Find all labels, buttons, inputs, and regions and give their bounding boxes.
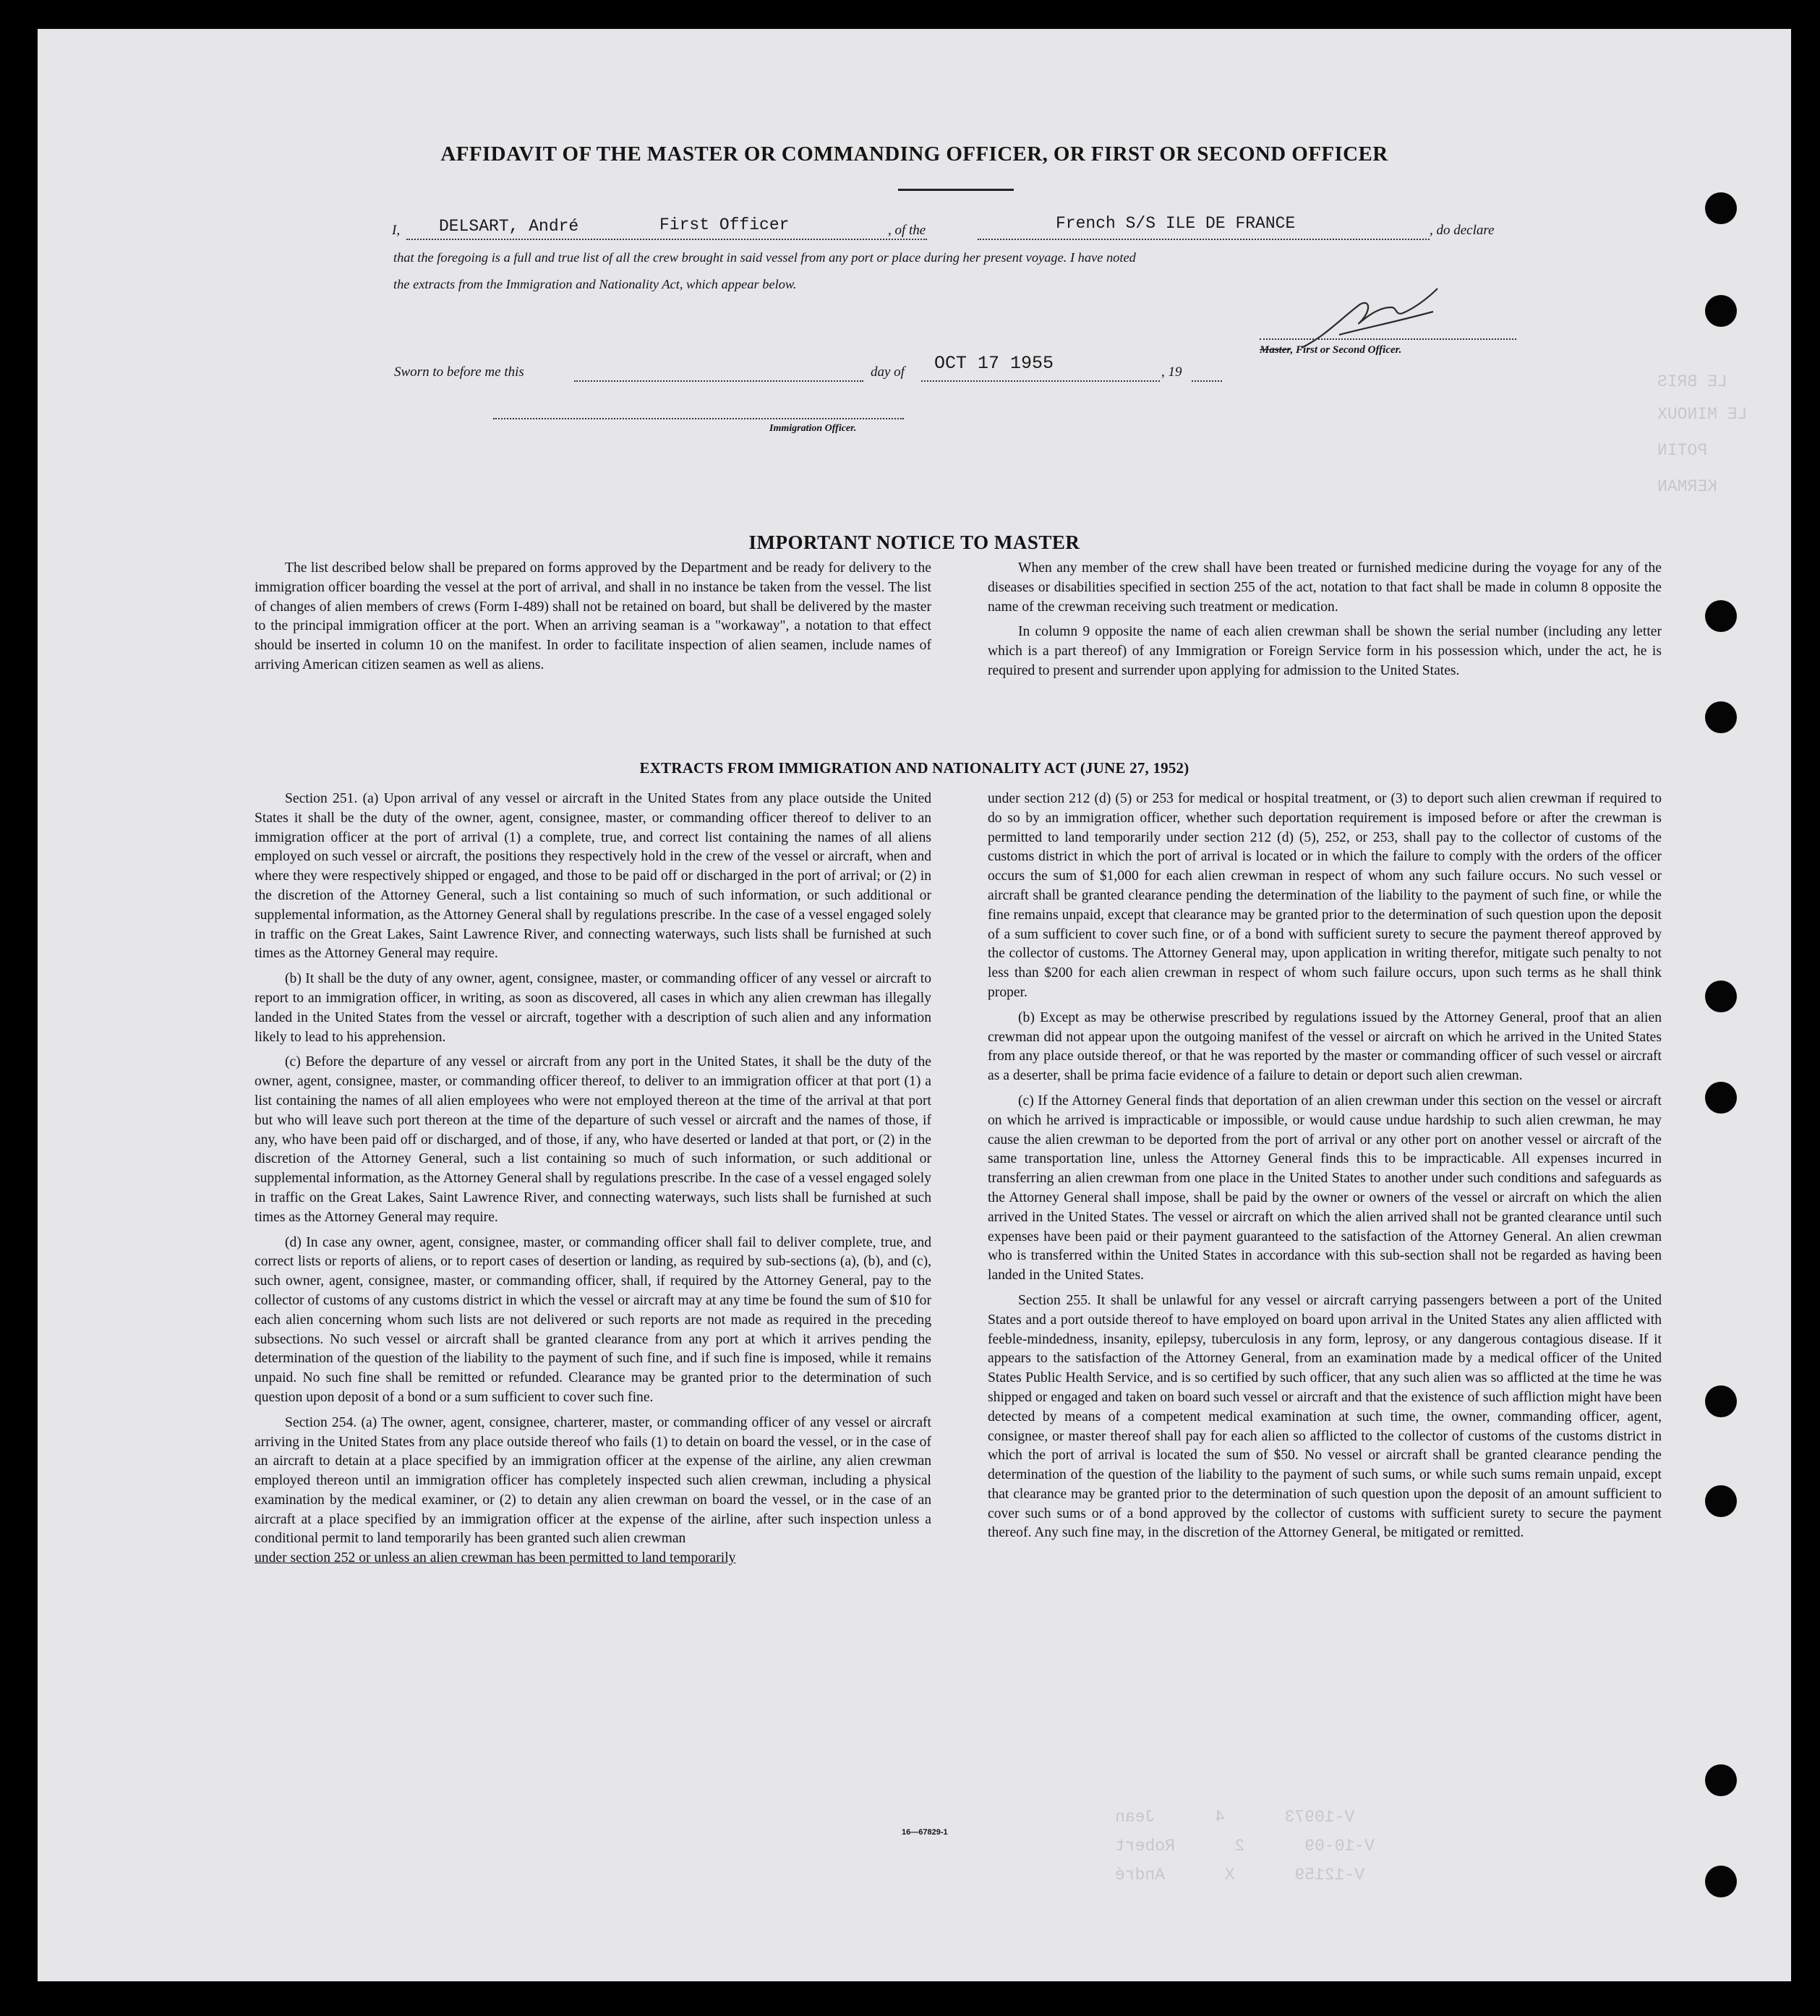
punch-hole <box>1705 1385 1737 1417</box>
section-254a-continued: under section 212 (d) (5) or 253 for medical or hospital treatment, or (3) to deport such alien crewman if required to do so by an immigration officer, whether such deportation requirement is imposed before or after the crewman is permitted to land temporarily under section 212 (d) (5), 252, or 253, shall pay to the collector of customs of the customs district in which the port of arrival is located or in which the failure to comply with the orders of the officer occurs the sum of $1,000 for each alien crewman in respect of whom any such failure occurs. No such vessel or aircraft shall be granted clearance pending the determination of the liability to the payment of such fine, or while the fine remains unpaid, except that clearance may be granted prior to the determination of such question upon the deposit of a sum sufficient to cover such fine, or of a bond with sufficient surety to secure the payment thereof approved by the collector of customs. The Attorney General may, upon application in writing therefor, mitigate such penalty to not less than $200 for each alien crewman in respect of whom such failure occurs, upon such terms as he shall think proper. <box>988 791 1662 1000</box>
sworn-date: OCT 17 1955 <box>934 353 1054 374</box>
punch-hole <box>1705 981 1737 1012</box>
document-title: AFFIDAVIT OF THE MASTER OR COMMANDING OFFICER, OR FIRST OR SECOND OFFICER <box>440 142 1388 166</box>
sworn-day-of: day of <box>871 364 905 380</box>
title-underline <box>898 189 1014 191</box>
punch-hole <box>1705 192 1737 224</box>
notice-right-column <box>988 559 1662 687</box>
section-254c: (c) If the Attorney General finds that deportation of an alien crewman under this section on the vessel or aircraft on which he arrived is impracticable or impossible, or would cause undue hardship to such alien crewman, he may cause the alien crewman to be deported from the port of arrival or any other port on another vessel or aircraft of the same transportation line, unless the Attorney General finds this to be impracticable. All expenses incurred in transferring an alien crewman from one place in the United States to another under such conditions and safeguards as the Attorney General shall impose, shall be paid by the owner or owners of the vessel or aircraft on which the alien arrived in the United States. The vessel or aircraft on which the alien arrived shall not be granted clearance until such expenses have been paid or their payment guaranteed to the satisfaction of the Attorney General. An alien crewman who is transferred within the United States in accordance with this sub-section shall not be regarded as having been landed in the United States. <box>988 1093 1662 1284</box>
notice-left-column <box>255 559 931 681</box>
declaration-line-2: that the foregoing is a full and true list of all the crew brought in said vessel from any port or place during her present voyage. I have noted <box>393 250 1136 265</box>
bleed-through-text: V-12159 X André <box>1115 1866 1365 1884</box>
bleed-through-text: V-10-09 2 Robert <box>1115 1837 1375 1855</box>
notice-right-paragraph-1: When any member of the crew shall have been treated or furnished medicine during the voyage for any of the diseases or disabilities specified in section 255 of the act, notation to that fact shall be made in column 8 opposite the name of the crewman receiving such treatment or medication. <box>988 560 1662 615</box>
declaration-line-3: the extracts from the Immigration and Nationality Act, which appear below. <box>393 277 797 291</box>
punch-hole <box>1705 295 1737 327</box>
punch-hole <box>1705 1764 1737 1796</box>
punch-hole <box>1705 1485 1737 1517</box>
bleed-through-text: KERMAN <box>1657 477 1717 496</box>
sworn-prefix: Sworn to before me this <box>394 364 524 380</box>
form-code: 16—67829-1 <box>902 1828 948 1837</box>
section-251c: (c) Before the departure of any vessel or aircraft from any port in the United States, it shall be the duty of the owner, agent, consignee, master, or commanding officer thereof, to deliver to an immigration officer at that port (1) a list containing the names of all alien employees who were not employed thereon at the time of the arrival at that port but who will leave such port thereon at the time of the departure of such vessel or aircraft and the names of those, if any, who have been paid off or discharged, and of those, if any, who have deserted or landed at that port, or (2) in the discretion of the Attorney General, such a list containing so much of such information, or such additional or supplemental information, as the Attorney General shall by regulations prescribe. In the case of a vessel engaged solely in traffic on the Great Lakes, Saint Lawrence River, and connecting waterways, such lists shall be furnished at such times as the Attorney General may require. <box>255 1054 931 1225</box>
sworn-year-prefix: , 19 <box>1161 364 1182 380</box>
sworn-dotted-line <box>574 380 863 382</box>
section-251a: Section 251. (a) Upon arrival of any vessel or aircraft in the United States from any place outside the United States it shall be the duty of the owner, agent, consignee, master, or commanding officer thereof to deliver to an immigration officer at the port of arrival (1) a complete, true, and correct list containing the names of all aliens employed on such vessel or aircraft, the positions they respectively hold in the crew of the vessel or aircraft, when and where they were respectively shipped or engaged, and those to be paid off or discharged in the port of arrival; or (2) in the discretion of the Attorney General, such a list containing so much of such information, or such additional or supplemental information, as the Attorney General shall by regulations prescribe. In the case of a vessel engaged solely in traffic on the Great Lakes, Saint Lawrence River, and connecting waterways, such lists shall be furnished at such times as the Attorney General may require. <box>255 791 931 962</box>
notice-left-paragraph: The list described below shall be prepared on forms approved by the Department and be ready for delivery to the immigration officer boarding the vessel at the port of arrival, and shall in no instance be taken from the vessel. The list of changes of alien members of crews (Form I-489) shall not be retained on board, but shall be delivered by the master to the principal immigration officer at the port. When an arriving seaman is a "workaway", a notation to that effect should be inserted in column 10 on the manifest. In order to facilitate inspection of alien seamen, include names of arriving American citizen seamen as well as aliens. <box>255 560 931 672</box>
punch-hole <box>1705 1866 1737 1897</box>
extracts-title: EXTRACTS FROM IMMIGRATION AND NATIONALITY ACT (JUNE 27, 1952) <box>639 759 1189 777</box>
document-page <box>38 29 1791 1981</box>
immigration-officer-caption: Immigration Officer. <box>769 423 857 434</box>
section-251d: (d) In case any owner, agent, consignee, master, or commanding officer shall fail to deliver complete, true, and correct lists or reports of aliens, or to report cases of desertion or landing, as required by sub-sections (a), (b), and (c), such owner, agent, consignee, master, or commanding officer, shall, if required by the Attorney General, pay to the collector of customs of any customs district in which the vessel or aircraft may at any time be found the sum of $10 for each alien concerning whom such lists are not delivered or such reports are not made as required in the preceding subsections. No such vessel or aircraft shall be granted clearance from any port at which it arrives pending the determination of the question of the liability to the payment of such fine, and if such fine is imposed, while it remains unpaid. No such fine shall be remitted or refunded. Clearance may be granted prior to the determination of such question upon deposit of a bond or a sum sufficient to cover such fine. <box>255 1234 931 1405</box>
section-254a-tail: under section 252 or unless an alien crewman has been permitted to land temporarily <box>255 1550 736 1566</box>
date-dotted-line <box>921 380 1160 382</box>
punch-hole <box>1705 600 1737 632</box>
extracts-left-column <box>255 790 931 1574</box>
declaration-intro: I, <box>392 223 401 238</box>
section-255: Section 255. It shall be unlawful for any vessel or aircraft carrying passengers between a port of the United States and a port outside thereof to have employed on board upon arrival in the United States any alien afflicted with feeble-mindedness, insanity, epilepsy, tuberculosis in any form, leprosy, or any dangerous contagious disease. If it appears to the satisfaction of the Attorney General, from an examination made by a medical officer of the United States Public Health Service, and is so certified by such officer, that any such alien was so afflicted at the time he was shipped or engaged and taken on board such vessel or aircraft and that the existence of such affliction might have been detected by means of a competent medical examination at such time, the owner, commanding officer, agent, consignee, or master thereof shall pay for each alien so afflicted to the collector of customs of the customs district in which the port of arrival is located the sum of $50. No vessel or aircraft shall be granted clearance pending the determination of the question of the liability to the payment of such sums, or while such sums remain unpaid, except that clearance may be granted prior to the determination of such question upon the deposit of an amount sufficient to cover such sums or of a bond approved by the collector of customs with sufficient surety to secure the payment thereof. Any such fine may, in the discretion of the Attorney General, be mitigated or remitted. <box>988 1292 1662 1541</box>
bleed-through-text: V-10973 4 Jean <box>1115 1808 1355 1827</box>
immigration-officer-line <box>493 418 904 419</box>
signature-caption <box>1260 344 1401 356</box>
caption-suffix: , First or Second Officer. <box>1290 344 1402 356</box>
name-dotted-line <box>406 239 927 240</box>
bleed-through-text: POTIN <box>1657 441 1708 460</box>
caption-master-struck: Master <box>1260 344 1291 356</box>
section-251b: (b) It shall be the duty of any owner, agent, consignee, master, or commanding officer of any vessel or aircraft to report to an immigration officer, in writing, as soon as discovered, all cases in which any alien crewman has illegally landed in the United States from the vessel or aircraft, together with a description of such alien and any information likely to lead to his apprehension. <box>255 971 931 1045</box>
year-dotted-line <box>1192 380 1222 382</box>
notice-title: IMPORTANT NOTICE TO MASTER <box>748 531 1080 553</box>
notice-right-paragraph-2: In column 9 opposite the name of each alien crewman shall be shown the serial number (including any letter which is a part thereof) of any Immigration or Foreign Service form in his possession which, under the act, he is required to present and surrender upon applying for admission to the United States. <box>988 624 1662 678</box>
section-254a: Section 254. (a) The owner, agent, consignee, charterer, master, or commanding officer of any vessel or aircraft arriving in the United States from any place outside thereof who fails (1) to detain on board the vessel, or in the case of an aircraft to detain at a place specified by an immigration officer at the expense of the airline, any alien crewman employed thereon until an immigration officer has completely inspected such alien crewman, including a physical examination by the medical examiner, or (2) to detain any alien crewman on board the vessel, or in the case of an aircraft at a place specified by an immigration officer at the expense of the airline, after such inspection unless a conditional permit to land temporarily has been granted such alien crewman <box>255 1414 931 1547</box>
declaration-of-the: , of the <box>888 223 926 238</box>
vessel-dotted-line <box>978 239 1430 240</box>
officer-name: DELSART, André <box>439 217 579 236</box>
vessel-name: French S/S ILE DE FRANCE <box>1056 214 1296 233</box>
officer-rank: First Officer <box>659 215 790 234</box>
extracts-right-column <box>988 790 1662 1549</box>
punch-hole <box>1705 1082 1737 1114</box>
bleed-through-text: LE BRIS <box>1657 372 1727 391</box>
declaration-do-declare: , do declare <box>1430 223 1495 238</box>
bleed-through-text: LE MINOUX <box>1657 405 1748 424</box>
section-254b: (b) Except as may be otherwise prescribed by regulations issued by the Attorney General, proof that an alien crewman did not appear upon the outgoing manifest of the vessel or aircraft on which he arrived in the United States from any place outside thereof, or that he was reported by the master or commanding officer of such vessel or aircraft as a deserter, shall be prima facie evidence of a failure to detain or deport such alien crewman. <box>988 1009 1662 1084</box>
punch-hole <box>1705 701 1737 733</box>
signature-dotted-line <box>1260 338 1516 340</box>
